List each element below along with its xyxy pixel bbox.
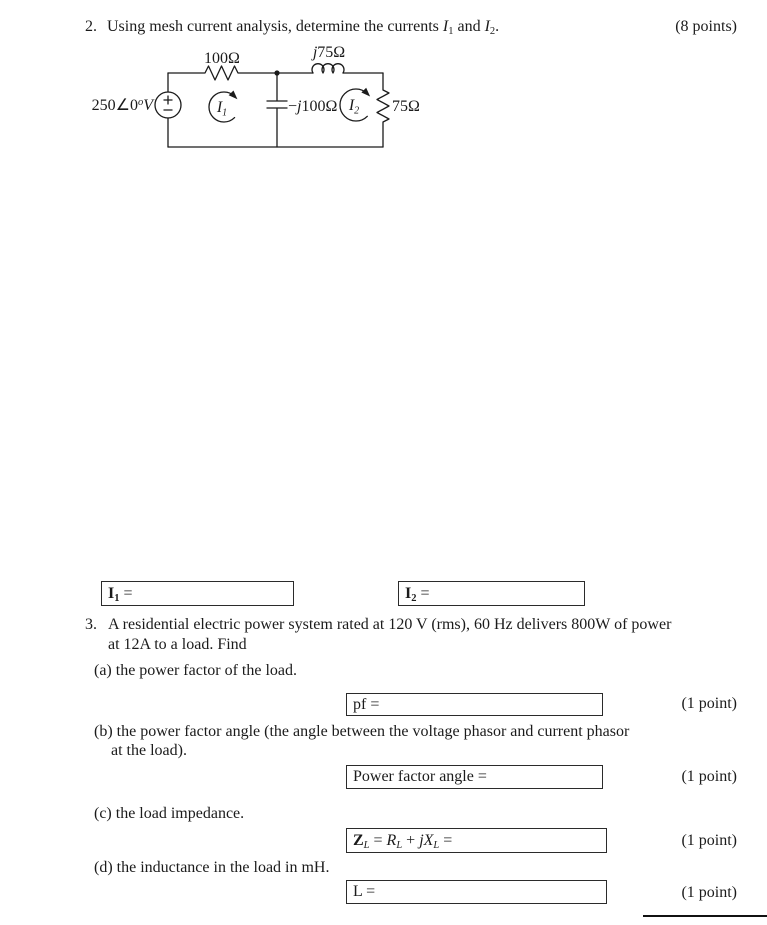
power-factor-angle-answer-box: [346, 765, 603, 789]
part-d-points: (1 point): [681, 884, 737, 901]
voltage-source-label: 250∠0$^o$V: [91, 97, 153, 114]
part-c-points: (1 point): [681, 832, 737, 849]
q2-prompt-mid: and: [453, 18, 485, 35]
part-a-text: (a) the power factor of the load.: [94, 662, 298, 679]
plus-sign-icon: [164, 96, 172, 104]
answer-box-i1-label: $I_1$ =: [108, 584, 133, 604]
mesh-current-2-label: $I_2$: [348, 97, 360, 117]
question-2-points: (8 points): [675, 18, 737, 35]
question-2-number: 2.: [85, 18, 97, 35]
answer-box-i2-label: $I_2$ =: [405, 584, 430, 604]
capacitor-label: −j100Ω: [288, 98, 338, 115]
question-3-number: 3.: [85, 616, 97, 633]
power-factor-angle-box-label: Power factor angle =: [353, 768, 487, 785]
part-d-text: (d) the inductance in the load in mH.: [94, 859, 330, 876]
question-3-line1: A residential electric power system rated at 120 V (rms), 60 Hz delivers 800W of power: [108, 616, 672, 633]
q2-prompt-end: .: [495, 18, 500, 35]
capacitor-branch-symbol: [267, 73, 287, 147]
part-b-line2: at the load).: [111, 742, 187, 759]
q2-current-i2-sub: 2: [489, 26, 496, 37]
q2-prompt-prefix: Using mesh current analysis, determine the currents: [107, 18, 443, 35]
question-3-line2: at 12A to a load. Find: [108, 636, 247, 653]
answer-box-i2: [398, 581, 585, 606]
inductor-symbol: [312, 64, 344, 73]
part-b-points: (1 point): [681, 768, 737, 785]
part-b-line1: (b) the power factor angle (the angle between the voltage phasor and current phasor: [94, 723, 630, 740]
right-wire-resistor-symbol: [377, 73, 389, 147]
q2-current-i1-sub: 1: [448, 26, 454, 37]
circuit-diagram: [90, 40, 430, 155]
pf-answer-box: [346, 693, 603, 716]
q2-current-i1: I: [442, 18, 449, 35]
answer-box-i1: [101, 581, 294, 606]
footer-rule: [643, 915, 767, 917]
inductance-answer-box: [346, 880, 607, 904]
right-resistor-label: 75Ω: [392, 98, 420, 115]
mesh-current-1-label: $I_1$: [216, 99, 228, 119]
pf-answer-box-label: pf =: [353, 695, 380, 713]
part-a-points: (1 point): [681, 695, 737, 712]
inductance-box-label: L =: [353, 883, 376, 900]
top-wire-resistor-symbol: [168, 66, 313, 80]
inductor-label: j75Ω: [312, 44, 346, 61]
top-resistor-label: 100Ω: [204, 50, 240, 67]
part-c-text: (c) the load impedance.: [94, 805, 245, 822]
impedance-answer-box: [346, 828, 607, 853]
node-dot: [274, 70, 279, 75]
impedance-box-label: $Z_L = R_L + jX_L$ =: [353, 831, 453, 851]
q2-current-i2: I: [484, 18, 490, 35]
question-2-prompt: [107, 17, 499, 37]
